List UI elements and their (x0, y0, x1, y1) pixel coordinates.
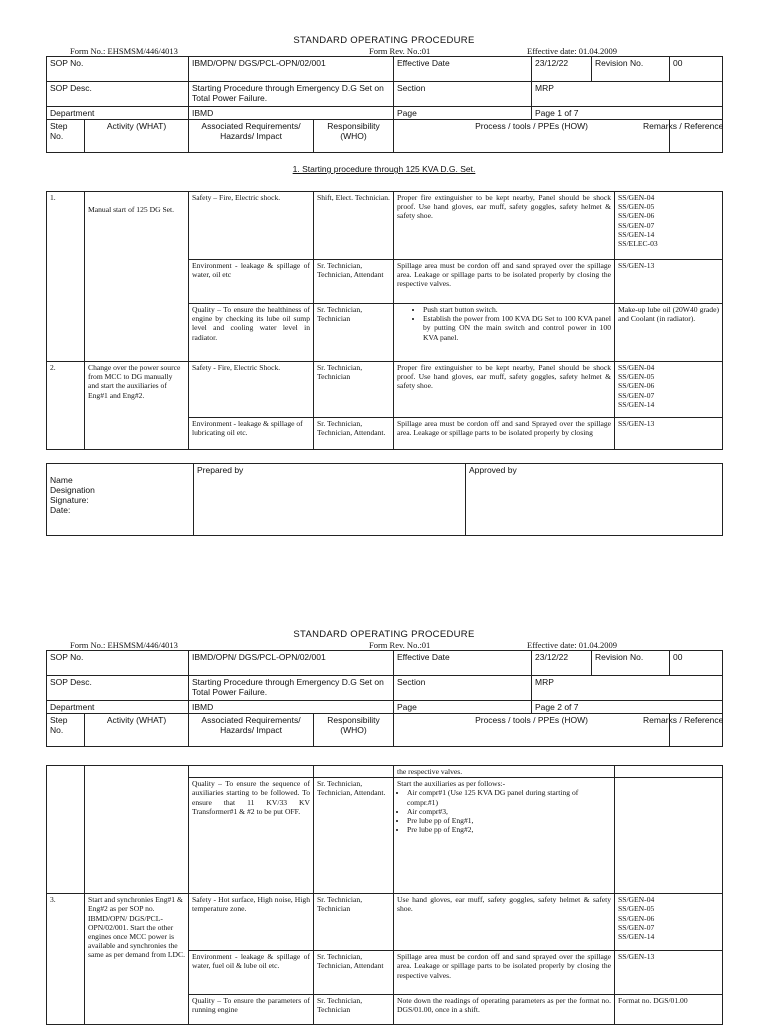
how-1-quality: • Push start button switch. • Establish the power from 100 KVA DG Set to 100 KVA panel by putting ON the main switch and control power in 100 KVA panel. (394, 304, 615, 362)
p2-sop-no-label: SOP No. (47, 651, 189, 676)
activity-2: Change over the power source from MCC to DG manually and start the auxiliaries of Eng#1 and Eng#2. (85, 362, 189, 450)
p2-col-responsibility: Responsibility (WHO) (314, 714, 394, 747)
sop-no-value: IBMD/OPN/ DGS/PCL-OPN/02/001 (189, 57, 394, 82)
col-step: Step No. (47, 120, 85, 153)
p2-remarks-quality-1 (615, 778, 723, 894)
step-1: 1. (47, 192, 85, 362)
remarks-1-env: SS/GEN-13 (615, 260, 723, 304)
req-3-env: Environment - leakage & spillage of water, fuel oil & lube oil etc. (189, 951, 314, 995)
sop-desc-label: SOP Desc. (47, 82, 189, 107)
p2-page-value: Page 2 of 7 (532, 701, 723, 714)
p2-revision-label: Revision No. (592, 651, 670, 676)
signature-labels: Name Designation Signature: Date: (47, 464, 194, 536)
page1-effective-line: Effective date: 01.04.2009 (527, 46, 618, 56)
page2-body-table (46, 765, 723, 1025)
effective-date-value: 23/12/22 (532, 57, 592, 82)
p2-col-activity: Activity (WHAT) (85, 714, 189, 747)
p2-remarks-cont (615, 766, 723, 778)
page1-form-no: Form No.: EHSMSM/446/4013 (70, 46, 178, 56)
p2-how-quality-1: Start the auxiliaries as per follows:- • Air compr#1 (Use 125 KVA DG panel during starting of compr.#1) • Air compr#3, • Pre lube pp of Eng#1, • Pre lube pp of Eng#2, (394, 778, 615, 894)
department-label: Department (47, 107, 189, 120)
remarks-3-quality: Format no. DGS/01.00 (615, 995, 723, 1025)
step-3: 3. (47, 894, 85, 1025)
page1-header-table (46, 56, 723, 153)
how-2-safety: Proper fire extinguisher to be kept nearby, Panel should be shock proof. Use hand gloves, ear muff, safety goggles, safety helmet & safety shoe. (394, 362, 615, 418)
step-2: 2. (47, 362, 85, 450)
remarks-3-safety: SS/GEN-04 SS/GEN-05 SS/GEN-06 SS/GEN-07 SS/GEN-14 (615, 894, 723, 951)
p2-col-process: Process / tools / PPEs (HOW) (394, 714, 670, 747)
col-remarks: Remarks / Reference (670, 120, 723, 153)
who-1-env: Sr. Technician, Technician, Attendant (314, 260, 394, 304)
p2-step-cont (47, 766, 85, 894)
who-2-safety: Sr. Technician, Technician (314, 362, 394, 418)
who-1-safety: Shift, Elect. Technician. (314, 192, 394, 260)
page2-effective-line: Effective date: 01.04.2009 (527, 640, 618, 650)
page2-title: STANDARD OPERATING PROCEDURE (293, 629, 475, 640)
remarks-1-safety: SS/GEN-04 SS/GEN-05 SS/GEN-06 SS/GEN-07 SS/GEN-14 SS/ELEC-03 (615, 192, 723, 260)
page1-title: STANDARD OPERATING PROCEDURE (293, 35, 475, 46)
who-3-quality: Sr. Technician, Technician (314, 995, 394, 1025)
remarks-2-env: SS/GEN-13 (615, 418, 723, 450)
p2-activity-cont (85, 766, 189, 894)
p2-sop-desc-value: Starting Procedure through Emergency D.G Set on Total Power Failure. (189, 676, 394, 701)
col-activity: Activity (WHAT) (85, 120, 189, 153)
p2-col-requirements: Associated Requirements/ Hazards/ Impact (189, 714, 314, 747)
sop-no-label: SOP No. (47, 57, 189, 82)
who-3-safety: Sr. Technician, Technician (314, 894, 394, 951)
page-label: Page (394, 107, 532, 120)
revision-value: 00 (670, 57, 723, 82)
remarks-1-quality: Make-up lube oil (20W40 grade) and Coolant (in radiator). (615, 304, 723, 362)
how-3-quality: Note down the readings of operating parameters as per the format no. DGS/01.00, once in a shift. (394, 995, 615, 1025)
page1-form-rev: Form Rev. No.:01 (369, 46, 431, 56)
p2-department-value: IBMD (189, 701, 394, 714)
prepared-by: Prepared by (194, 464, 466, 536)
p2-who-quality-1: Sr. Technician, Technician, Attendant. (314, 778, 394, 894)
section-value: MRP (532, 82, 723, 107)
req-2-env: Environment - leakage & spillage of lubricating oil etc. (189, 418, 314, 450)
p2-req-cont (189, 766, 314, 778)
p2-sop-desc-label: SOP Desc. (47, 676, 189, 701)
req-2-safety: Safety - Fire, Electric Shock. (189, 362, 314, 418)
department-value: IBMD (189, 107, 394, 120)
p2-page-label: Page (394, 701, 532, 714)
page-value: Page 1 of 7 (532, 107, 723, 120)
req-1-safety: Safety – Fire, Electric shock. (189, 192, 314, 260)
col-process: Process / tools / PPEs (HOW) (394, 120, 670, 153)
how-1-safety: Proper fire extinguisher to be kept nearby, Panel should be shock proof. Use hand gloves, ear muff, safety goggles, safety helmet & safety shoe. (394, 192, 615, 260)
who-1-quality: Sr. Technician, Technician (314, 304, 394, 362)
page1-body-table (46, 191, 723, 450)
sop-desc-value: Starting Procedure through Emergency D.G Set on Total Power Failure. (189, 82, 394, 107)
remarks-2-safety: SS/GEN-04 SS/GEN-05 SS/GEN-06 SS/GEN-07 SS/GEN-14 (615, 362, 723, 418)
p2-revision-value: 00 (670, 651, 723, 676)
req-3-safety: Safety - Hot surface, High noise, High temperature zone. (189, 894, 314, 951)
how-2-env: Spillage area must be cordon off and sand Sprayed over the spillage area. Leakage or spillage parts to be isolated properly by closing (394, 418, 615, 450)
req-1-quality: Quality – To ensure the healthiness of engine by checking its lube oil sump level and cooling water level in radiator. (189, 304, 314, 362)
p2-department-label: Department (47, 701, 189, 714)
p2-req-quality-1: Quality – To ensure the sequence of auxiliaries starting to be followed. To ensure that 11 KV/33 KV Transformer#1 & #2 to be put OFF. (189, 778, 314, 894)
section-label: Section (394, 82, 532, 107)
p2-col-remarks: Remarks / Reference (670, 714, 723, 747)
how-3-env: Spillage area must be cordon off and sand sprayed over the spillage area. Leakage or spillage parts to be isolated properly by closing the respective valves. (394, 951, 615, 995)
col-responsibility: Responsibility (WHO) (314, 120, 394, 153)
p2-section-label: Section (394, 676, 532, 701)
page1-signature-table (46, 463, 723, 536)
revision-label: Revision No. (592, 57, 670, 82)
page2-header-table (46, 650, 723, 747)
page2-form-no: Form No.: EHSMSM/446/4013 (70, 640, 178, 650)
page1-subtitle: 1. Starting procedure through 125 KVA D.G. Set. (292, 164, 476, 174)
how-3-safety: Use hand gloves, ear muff, safety goggles, safety helmet & safety shoe. (394, 894, 615, 951)
p2-col-step: Step No. (47, 714, 85, 747)
p2-section-value: MRP (532, 676, 723, 701)
req-1-env: Environment - leakage & spillage of water, oil etc (189, 260, 314, 304)
p2-how-cont: the respective valves. (394, 766, 615, 778)
effective-date-label: Effective Date (394, 57, 532, 82)
p2-who-cont (314, 766, 394, 778)
req-3-quality: Quality – To ensure the parameters of running engine (189, 995, 314, 1025)
page2-form-rev: Form Rev. No.:01 (369, 640, 431, 650)
approved-by: Approved by (466, 464, 723, 536)
activity-1: Manual start of 125 DG Set. (85, 192, 189, 362)
p2-effective-date-label: Effective Date (394, 651, 532, 676)
remarks-3-env: SS/GEN-13 (615, 951, 723, 995)
who-2-env: Sr. Technician, Technician, Attendant. (314, 418, 394, 450)
how-1-env: Spillage area must be cordon off and sand sprayed over the spillage area. Leakage or spillage parts to be isolated properly by closing the respective valves. (394, 260, 615, 304)
p2-effective-date-value: 23/12/22 (532, 651, 592, 676)
col-requirements: Associated Requirements/ Hazards/ Impact (189, 120, 314, 153)
who-3-env: Sr. Technician, Technician, Attendant (314, 951, 394, 995)
activity-3: Start and synchronies Eng#1 & Eng#2 as per SOP no. IBMD/OPN/ DGS/PCL-OPN/02/001. Start the other engines once MCC power is available and synchronies the same as per demand from LDC. (85, 894, 189, 1025)
p2-sop-no-value: IBMD/OPN/ DGS/PCL-OPN/02/001 (189, 651, 394, 676)
